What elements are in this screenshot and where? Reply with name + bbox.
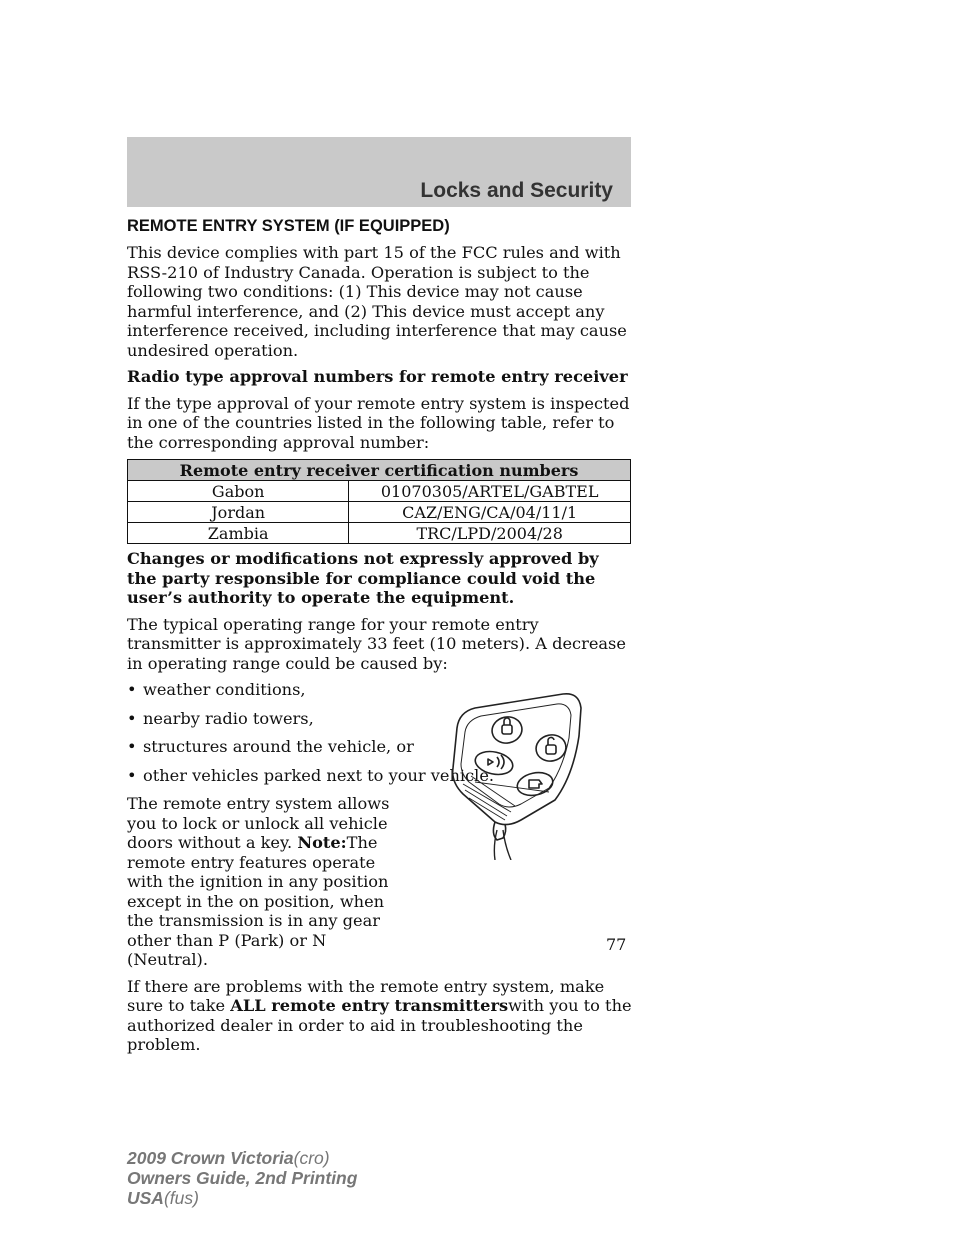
footer-market: USA bbox=[127, 1188, 164, 1208]
footer bbox=[127, 1148, 357, 1208]
footer-model-code: (cro) bbox=[293, 1148, 330, 1168]
country-cell: Gabon bbox=[128, 481, 349, 502]
page-number: 77 bbox=[606, 935, 627, 954]
section-heading: REMOTE ENTRY SYSTEM (IF EQUIPPED) bbox=[127, 217, 450, 235]
fcc-paragraph: This device complies with part 15 of the FCC rules and with RSS-210 of Industry Canada. Operation is subject to the following two conditions: (1) This device may not cause harmful interference, and (2) This device must accept any interference received, including interference that may cause undesired operation. bbox=[127, 243, 627, 360]
section-title: Locks and Security bbox=[420, 179, 613, 202]
table-row bbox=[128, 481, 631, 502]
footer-market-code: (fus) bbox=[163, 1188, 199, 1208]
bullet-icon: • bbox=[127, 765, 137, 785]
bullet-text: weather conditions, bbox=[143, 680, 306, 699]
table-row bbox=[128, 502, 631, 523]
problems-paragraph bbox=[127, 977, 633, 1055]
bullet-icon: • bbox=[127, 680, 137, 699]
number-cell: 01070305/ARTEL/GABTEL bbox=[349, 481, 631, 502]
lock-text: The remote entry system allows you to lock or unlock all vehicle doors without a key. bbox=[127, 794, 390, 852]
bullet-icon: • bbox=[127, 708, 137, 728]
table-intro-paragraph: If the type approval of your remote entry system is inspected in one of the countries listed in the following table, refer to the corresponding approval number: bbox=[127, 393, 630, 452]
header-band bbox=[127, 137, 631, 207]
page-content bbox=[127, 216, 633, 1062]
problems-text-end: with you to the authorized dealer in order to aid in troubleshooting the problem. bbox=[127, 996, 632, 1054]
transmitters-emphasis: ALL remote entry transmitters bbox=[230, 996, 509, 1015]
bullet-text: structures around the vehicle, or bbox=[143, 737, 414, 756]
bullet-text: other vehicles parked next to your vehicle. bbox=[143, 765, 495, 785]
remote-key-fob-icon bbox=[445, 688, 585, 860]
number-cell: TRC/LPD/2004/28 bbox=[349, 523, 631, 544]
footer-line-3 bbox=[127, 1188, 357, 1208]
country-cell: Jordan bbox=[128, 502, 349, 523]
bullet-icon: • bbox=[127, 737, 137, 756]
warning-paragraph: Changes or modifications not expressly approved by the party responsible for compliance could void the user’s authority to operate the equipment. bbox=[127, 549, 599, 607]
approval-subheading: Radio type approval numbers for remote entry receiver bbox=[127, 367, 628, 386]
note-label: Note: bbox=[297, 833, 347, 852]
certification-table bbox=[127, 459, 631, 544]
lock-note-text: The remote entry features operate with the ignition in any position except in the on position, when the transmission is in any gear other than P (Park) or N (Neutral). bbox=[127, 833, 389, 969]
range-paragraph: The typical operating range for your remote entry transmitter is approximately 33 feet (10 meters). A decrease in operating range could be caused by: bbox=[127, 614, 626, 673]
table-row bbox=[128, 523, 631, 544]
footer-line-2: Owners Guide, 2nd Printing bbox=[127, 1168, 358, 1188]
lock-paragraph bbox=[127, 794, 397, 970]
footer-line-1 bbox=[127, 1148, 357, 1168]
problems-text: If there are problems with the remote entry system, make sure to take bbox=[127, 976, 605, 1015]
table-header: Remote entry receiver certification numbers bbox=[128, 460, 631, 481]
bullet-text: nearby radio towers, bbox=[143, 708, 314, 728]
country-cell: Zambia bbox=[128, 523, 349, 544]
number-cell: CAZ/ENG/CA/04/11/1 bbox=[349, 502, 631, 523]
footer-model: 2009 Crown Victoria bbox=[127, 1148, 294, 1168]
